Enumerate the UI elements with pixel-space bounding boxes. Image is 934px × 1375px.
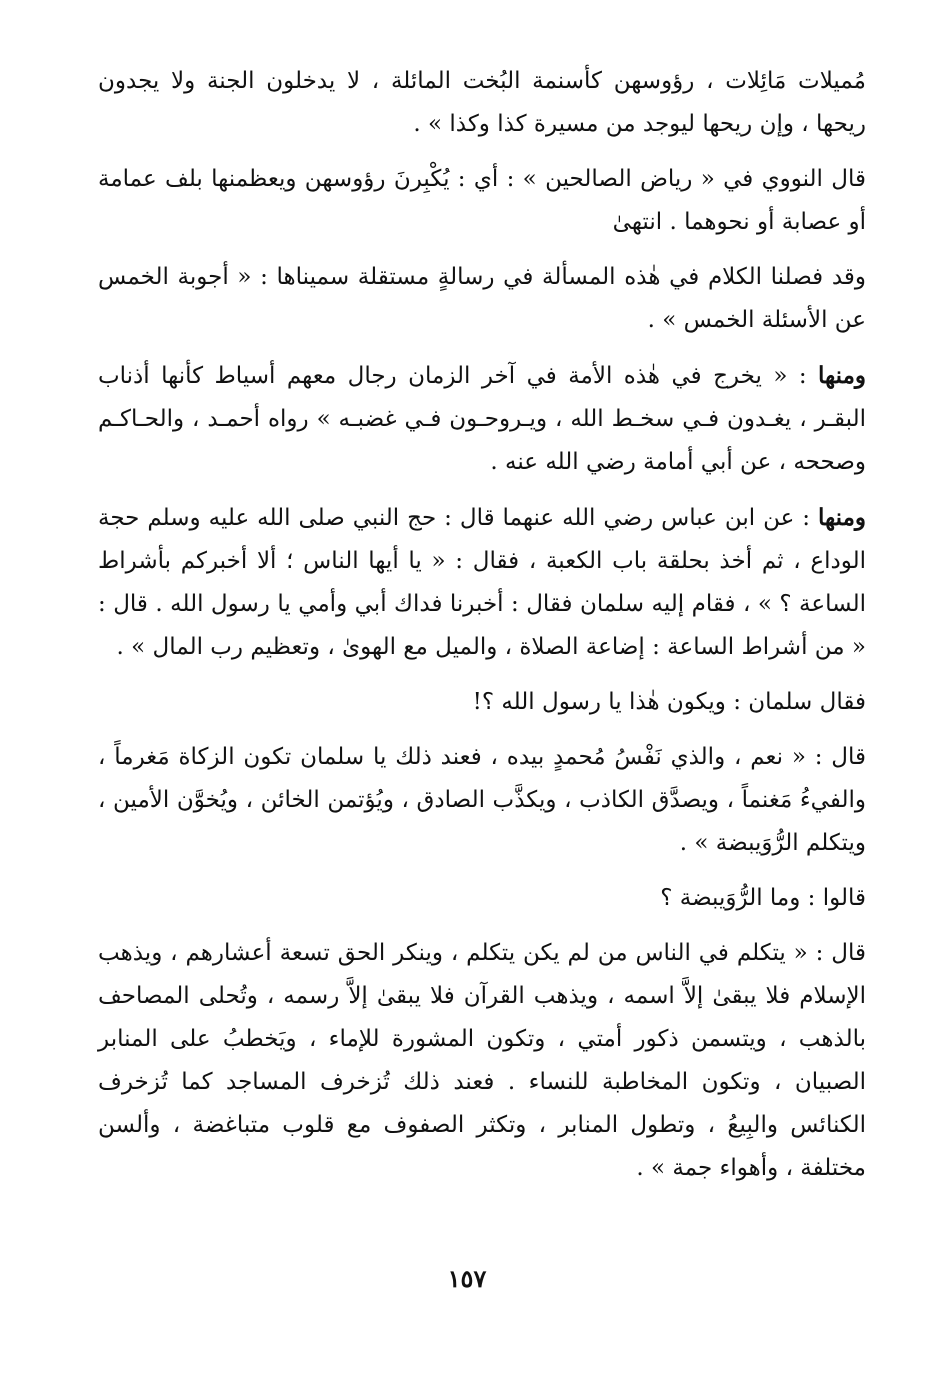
paragraph-3-text: وقد فصلنا الكلام في هٰذه المسألة في رسالةٍ مستقلة سميناها : « أجوبة الخمس عن الأسئلة الخمس » . <box>98 264 866 333</box>
page-number: ١٥٧ <box>447 1264 487 1293</box>
paragraph-4-lead: ومنها <box>818 362 866 389</box>
paragraph-3 <box>98 256 866 342</box>
paragraph-2-text: قال النووي في « رياض الصالحين » : أي : يُكْبِرنَ رؤوسهن ويعظمنها بلف عمامة أو عصابة أو نحوهما . انتهىٰ <box>98 166 866 235</box>
paragraph-8 <box>98 877 866 920</box>
paragraph-5-text: : عن ابن عباس رضي الله عنهما قال : حج النبي صلى الله عليه وسلم حجة الوداع ، ثم أخذ بحلقة باب الكعبة ، فقال : « يا أيها الناس ؛ ألا أخبركم بأشراط الساعة ؟ » ، فقام إليه سلمان فقال : أخبرنا فداك أبي وأمي يا رسول الله . قال : « من أشراط الساعة : إضاعة الصلاة ، والميل مع الهوىٰ ، وتعظيم رب المال » . <box>98 505 866 660</box>
paragraph-5 <box>98 496 866 669</box>
paragraph-1-text: مُميلات مَائِلات ، رؤوسهن كأسنمة البُخت المائلة ، لا يدخلون الجنة ولا يجدون ريحها ، وإن ريحها ليوجد من مسيرة كذا وكذا » . <box>98 68 866 137</box>
paragraph-5-lead: ومنها <box>818 504 866 531</box>
paragraph-4 <box>98 354 866 484</box>
paragraph-7-text: قال : « نعم ، والذي نَفْسُ مُحمدٍ بيده ، فعند ذلك يا سلمان تكون الزكاة مَغرماً ، والفيءُ مَغنماً ، ويصدَّق الكاذب ، ويكذَّب الصادق ، ويُؤتمن الخائن ، ويُخوَّن الأمين ، ويتكلم الرُّوَيبضة » . <box>98 744 866 856</box>
paragraph-8-text: قالوا : وما الرُّوَيبضة ؟ <box>660 885 866 911</box>
paragraph-6-text: فقال سلمان : ويكون هٰذا يا رسول الله ؟! <box>472 689 866 715</box>
paragraph-9 <box>98 932 866 1190</box>
page-body <box>98 60 866 1202</box>
paragraph-1 <box>98 60 866 146</box>
paragraph-4-text: : « يخرج في هٰذه الأمة في آخر الزمان رجال معهم أسياط كأنها أذناب البقـر ، يغـدون فـي سخـط الله ، ويـروحـون فـي غضبـه » رواه أحمـد ، والحـاكـم وصححه ، عن أبي أمامة رضي الله عنه . <box>98 363 866 475</box>
paragraph-6 <box>98 681 866 724</box>
paragraph-2 <box>98 158 866 244</box>
paragraph-7 <box>98 736 866 865</box>
paragraph-9-text: قال : « يتكلم في الناس من لم يكن يتكلم ، وينكر الحق تسعة أعشارهم ، ويذهب الإسلام فلا يبقىٰ إلاَّ اسمه ، ويذهب القرآن فلا يبقىٰ إلاَّ رسمه ، وتُحلى المصاحف بالذهب ، ويتسمن ذكور أمتي ، وتكون المشورة للإماء ، ويَخطبُ على المنابر الصبيان ، وتكون المخاطبة للنساء . فعند ذلك تُزخرف المساجد كما تُزخرف الكنائس والبِيعُ ، وتطول المنابر ، وتكثر الصفوف مع قلوب متباغضة ، وألسن مختلفة ، وأهواء جمة » . <box>98 940 866 1181</box>
